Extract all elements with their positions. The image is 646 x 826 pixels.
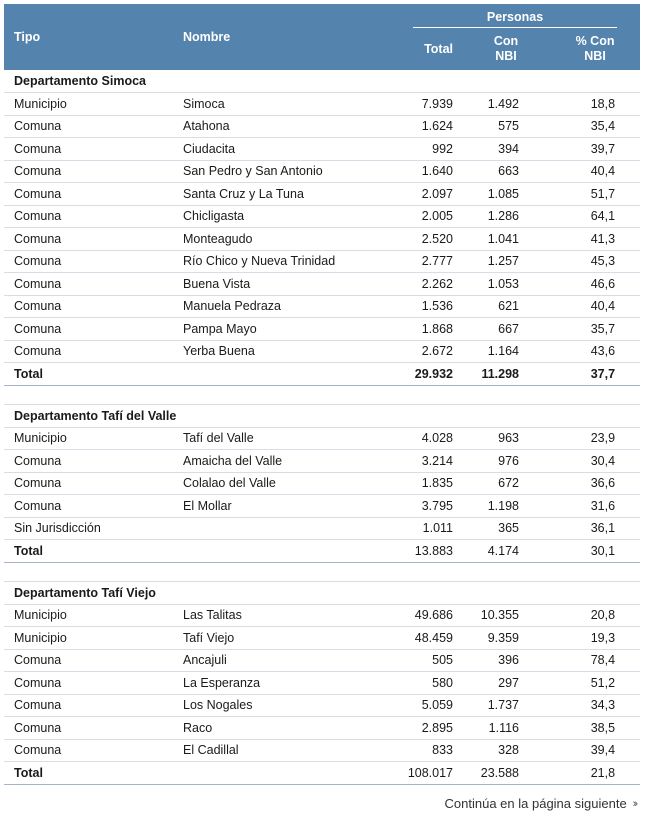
- cell-total: 3.795: [403, 495, 453, 518]
- header-nombre: Nombre: [173, 4, 403, 70]
- total-total: 13.883: [403, 540, 453, 563]
- nbi-table: [4, 4, 640, 785]
- cell-nombre: Tafí Viejo: [173, 627, 403, 650]
- table-header: [4, 4, 640, 70]
- table-row: [4, 627, 640, 650]
- cell-con-nbi: 1.492: [453, 93, 534, 116]
- cell-nombre: El Mollar: [173, 495, 403, 518]
- cell-con-nbi: 1.198: [453, 495, 534, 518]
- cell-nombre: Chicligasta: [173, 205, 403, 228]
- header-pct-nbi: [534, 28, 640, 70]
- cell-pct-nbi: 38,5: [534, 717, 640, 740]
- total-row: [4, 540, 640, 563]
- cell-total: 2.672: [403, 340, 453, 363]
- cell-con-nbi: 575: [453, 115, 534, 138]
- total-row: [4, 363, 640, 386]
- cell-nombre: Buena Vista: [173, 273, 403, 296]
- cell-nombre: Amaicha del Valle: [173, 450, 403, 473]
- table-row: [4, 160, 640, 183]
- cell-con-nbi: 396: [453, 649, 534, 672]
- cell-con-nbi: 963: [453, 427, 534, 450]
- table-row: [4, 273, 640, 296]
- cell-nombre: Yerba Buena: [173, 340, 403, 363]
- department-title: Departamento Tafí del Valle: [4, 404, 640, 427]
- cell-nombre-empty: [173, 540, 403, 563]
- cell-nombre-empty: [173, 363, 403, 386]
- cell-tipo: Comuna: [4, 450, 173, 473]
- cell-tipo: Municipio: [4, 627, 173, 650]
- cell-nombre: [173, 517, 403, 540]
- cell-pct-nbi: 51,7: [534, 183, 640, 206]
- table-row: [4, 450, 640, 473]
- cell-tipo: Comuna: [4, 273, 173, 296]
- cell-nombre: La Esperanza: [173, 672, 403, 695]
- cell-tipo: Comuna: [4, 340, 173, 363]
- total-pct-nbi: 30,1: [534, 540, 640, 563]
- cell-tipo: Comuna: [4, 183, 173, 206]
- total-pct-nbi: 21,8: [534, 762, 640, 785]
- cell-pct-nbi: 39,4: [534, 739, 640, 762]
- cell-total: 992: [403, 138, 453, 161]
- table-row: [4, 672, 640, 695]
- table-row: [4, 604, 640, 627]
- cell-nombre: Santa Cruz y La Tuna: [173, 183, 403, 206]
- header-total: Total: [403, 28, 453, 70]
- table-row: [4, 649, 640, 672]
- cell-con-nbi: 667: [453, 318, 534, 341]
- cell-nombre: Los Nogales: [173, 694, 403, 717]
- cell-total: 2.777: [403, 250, 453, 273]
- cell-con-nbi: 672: [453, 472, 534, 495]
- cell-nombre: Raco: [173, 717, 403, 740]
- cell-nombre: Manuela Pedraza: [173, 295, 403, 318]
- table-row: [4, 717, 640, 740]
- cell-pct-nbi: 45,3: [534, 250, 640, 273]
- cell-con-nbi: 663: [453, 160, 534, 183]
- cell-pct-nbi: 18,8: [534, 93, 640, 116]
- cell-con-nbi: 1.085: [453, 183, 534, 206]
- cell-tipo: Comuna: [4, 495, 173, 518]
- cell-tipo: Comuna: [4, 160, 173, 183]
- cell-tipo: Comuna: [4, 672, 173, 695]
- double-chevron-right-icon: ››: [632, 797, 636, 810]
- section-spacer: [4, 385, 640, 404]
- table-row: [4, 472, 640, 495]
- total-label: Total: [4, 540, 173, 563]
- header-con-nbi-label: Con NBI: [493, 34, 519, 63]
- cell-nombre: El Cadillal: [173, 739, 403, 762]
- cell-nombre: Tafí del Valle: [173, 427, 403, 450]
- cell-pct-nbi: 46,6: [534, 273, 640, 296]
- cell-con-nbi: 1.041: [453, 228, 534, 251]
- header-personas-label: Personas: [413, 10, 617, 28]
- cell-con-nbi: 1.164: [453, 340, 534, 363]
- cell-total: 1.835: [403, 472, 453, 495]
- cell-total: 49.686: [403, 604, 453, 627]
- cell-pct-nbi: 36,6: [534, 472, 640, 495]
- cell-pct-nbi: 30,4: [534, 450, 640, 473]
- cell-con-nbi: 365: [453, 517, 534, 540]
- cell-tipo: Comuna: [4, 295, 173, 318]
- cell-total: 580: [403, 672, 453, 695]
- cell-con-nbi: 10.355: [453, 604, 534, 627]
- cell-nombre: Monteagudo: [173, 228, 403, 251]
- table-row: [4, 138, 640, 161]
- cell-nombre: Las Talitas: [173, 604, 403, 627]
- department-heading-row: [4, 70, 640, 93]
- table-row: [4, 115, 640, 138]
- total-con-nbi: 4.174: [453, 540, 534, 563]
- cell-tipo: Comuna: [4, 739, 173, 762]
- cell-total: 833: [403, 739, 453, 762]
- table-row: [4, 183, 640, 206]
- header-tipo: Tipo: [4, 4, 173, 70]
- total-label: Total: [4, 762, 173, 785]
- cell-pct-nbi: 51,2: [534, 672, 640, 695]
- cell-tipo: Comuna: [4, 115, 173, 138]
- cell-tipo: Comuna: [4, 472, 173, 495]
- cell-total: 7.939: [403, 93, 453, 116]
- cell-tipo: Comuna: [4, 694, 173, 717]
- table-row: [4, 517, 640, 540]
- table-row: [4, 340, 640, 363]
- cell-nombre: Ancajuli: [173, 649, 403, 672]
- cell-con-nbi: 1.116: [453, 717, 534, 740]
- cell-total: 1.011: [403, 517, 453, 540]
- cell-pct-nbi: 35,4: [534, 115, 640, 138]
- cell-con-nbi: 297: [453, 672, 534, 695]
- cell-total: 1.640: [403, 160, 453, 183]
- header-pct-nbi-label: % Con NBI: [575, 34, 615, 63]
- department-title: Departamento Simoca: [4, 70, 640, 93]
- cell-pct-nbi: 78,4: [534, 649, 640, 672]
- table-row: [4, 318, 640, 341]
- header-personas: [403, 4, 640, 28]
- cell-tipo: Sin Jurisdicción: [4, 517, 173, 540]
- cell-con-nbi: 328: [453, 739, 534, 762]
- cell-total: 1.868: [403, 318, 453, 341]
- cell-pct-nbi: 34,3: [534, 694, 640, 717]
- cell-total: 505: [403, 649, 453, 672]
- cell-tipo: Comuna: [4, 228, 173, 251]
- cell-nombre-empty: [173, 762, 403, 785]
- cell-tipo: Municipio: [4, 604, 173, 627]
- cell-nombre: Pampa Mayo: [173, 318, 403, 341]
- cell-tipo: Comuna: [4, 649, 173, 672]
- spacer-cell: [4, 385, 640, 404]
- table-row: [4, 694, 640, 717]
- cell-total: 1.624: [403, 115, 453, 138]
- cell-tipo: Municipio: [4, 427, 173, 450]
- department-title: Departamento Tafí Viejo: [4, 581, 640, 604]
- cell-nombre: Atahona: [173, 115, 403, 138]
- cell-total: 3.214: [403, 450, 453, 473]
- cell-pct-nbi: 40,4: [534, 160, 640, 183]
- cell-total: 1.536: [403, 295, 453, 318]
- cell-total: 2.895: [403, 717, 453, 740]
- cell-total: 2.520: [403, 228, 453, 251]
- cell-con-nbi: 1.737: [453, 694, 534, 717]
- cell-pct-nbi: 23,9: [534, 427, 640, 450]
- cell-total: 4.028: [403, 427, 453, 450]
- department-heading-row: [4, 404, 640, 427]
- cell-con-nbi: 1.286: [453, 205, 534, 228]
- table-row: [4, 495, 640, 518]
- cell-con-nbi: 1.257: [453, 250, 534, 273]
- table-row: [4, 739, 640, 762]
- cell-total: 2.262: [403, 273, 453, 296]
- table-body: [4, 70, 640, 784]
- cell-pct-nbi: 43,6: [534, 340, 640, 363]
- cell-tipo: Comuna: [4, 250, 173, 273]
- cell-pct-nbi: 19,3: [534, 627, 640, 650]
- cell-total: 2.097: [403, 183, 453, 206]
- spacer-cell: [4, 562, 640, 581]
- continuation-text: Continúa en la página siguiente: [444, 796, 627, 811]
- total-pct-nbi: 37,7: [534, 363, 640, 386]
- cell-pct-nbi: 35,7: [534, 318, 640, 341]
- table-row: [4, 295, 640, 318]
- cell-total: 48.459: [403, 627, 453, 650]
- cell-total: 2.005: [403, 205, 453, 228]
- table-row: [4, 250, 640, 273]
- section-spacer: [4, 562, 640, 581]
- total-total: 108.017: [403, 762, 453, 785]
- department-heading-row: [4, 581, 640, 604]
- cell-nombre: Río Chico y Nueva Trinidad: [173, 250, 403, 273]
- cell-pct-nbi: 40,4: [534, 295, 640, 318]
- cell-tipo: Municipio: [4, 93, 173, 116]
- table-row: [4, 427, 640, 450]
- cell-nombre: San Pedro y San Antonio: [173, 160, 403, 183]
- total-total: 29.932: [403, 363, 453, 386]
- cell-pct-nbi: 41,3: [534, 228, 640, 251]
- cell-tipo: Comuna: [4, 717, 173, 740]
- total-row: [4, 762, 640, 785]
- cell-con-nbi: 394: [453, 138, 534, 161]
- total-label: Total: [4, 363, 173, 386]
- table-row: [4, 205, 640, 228]
- cell-con-nbi: 9.359: [453, 627, 534, 650]
- cell-pct-nbi: 31,6: [534, 495, 640, 518]
- cell-nombre: Colalao del Valle: [173, 472, 403, 495]
- cell-nombre: Simoca: [173, 93, 403, 116]
- total-con-nbi: 23.588: [453, 762, 534, 785]
- table-row: [4, 93, 640, 116]
- table-row: [4, 228, 640, 251]
- continuation-note: [445, 796, 636, 811]
- cell-total: 5.059: [403, 694, 453, 717]
- cell-pct-nbi: 20,8: [534, 604, 640, 627]
- total-con-nbi: 11.298: [453, 363, 534, 386]
- cell-tipo: Comuna: [4, 138, 173, 161]
- cell-nombre: Ciudacita: [173, 138, 403, 161]
- cell-pct-nbi: 39,7: [534, 138, 640, 161]
- cell-tipo: Comuna: [4, 318, 173, 341]
- cell-con-nbi: 976: [453, 450, 534, 473]
- cell-con-nbi: 621: [453, 295, 534, 318]
- header-con-nbi: [453, 28, 534, 70]
- cell-pct-nbi: 64,1: [534, 205, 640, 228]
- cell-con-nbi: 1.053: [453, 273, 534, 296]
- cell-tipo: Comuna: [4, 205, 173, 228]
- cell-pct-nbi: 36,1: [534, 517, 640, 540]
